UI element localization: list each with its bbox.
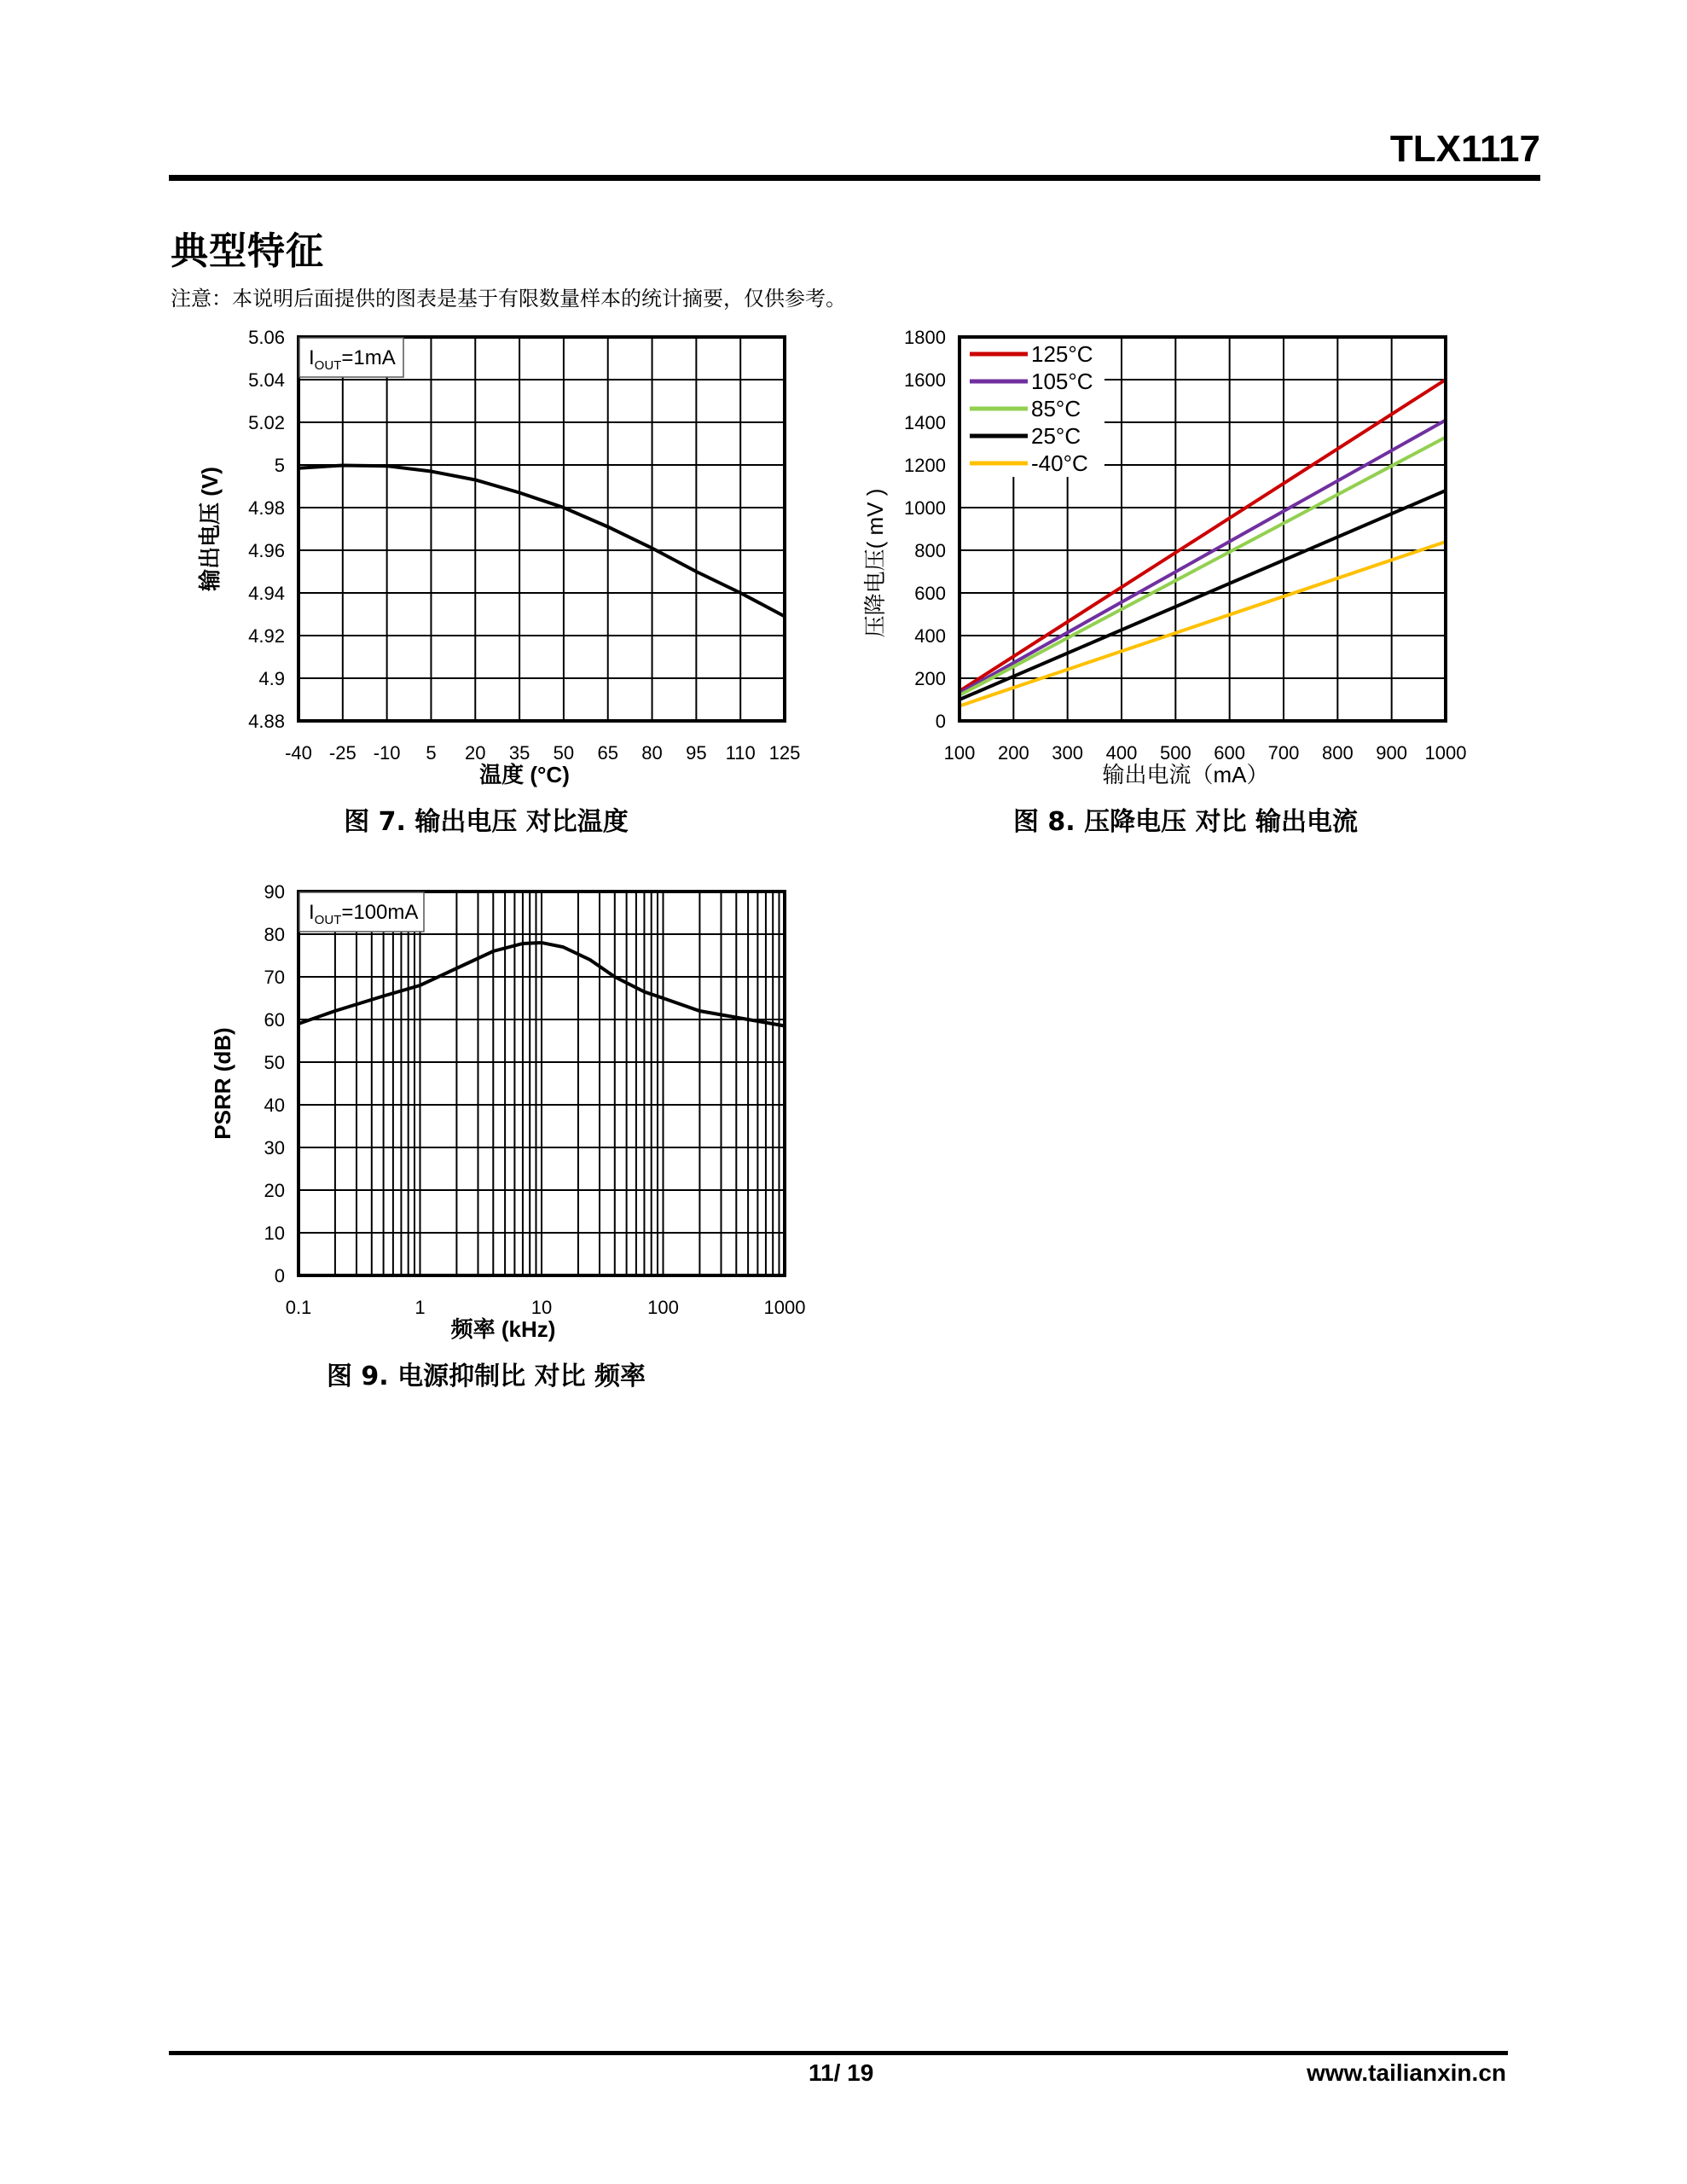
y-axis-label: 压降电压( mV ): [862, 488, 888, 638]
x-tick-label: 50: [553, 742, 575, 764]
y-tick-label: 800: [914, 540, 946, 561]
y-tick-label: 0: [935, 711, 946, 732]
website-link: www.tailianxin.cn: [1307, 2059, 1506, 2086]
y-tick-label: 5.04: [248, 369, 285, 391]
x-tick-label: 65: [597, 742, 618, 764]
x-tick-label: 95: [686, 742, 707, 764]
part-number-header: TLX1117: [1389, 128, 1540, 170]
disclaimer-note: 注意：本说明后面提供的图表是基于有限数量样本的统计摘要，仅供参考。: [171, 287, 846, 311]
y-tick-label: 4.9: [258, 668, 285, 689]
chart-psrr-vs-frequency: [188, 879, 836, 1356]
figure-7-caption: 图 7. 输出电压 对比温度: [344, 807, 629, 837]
x-tick-label: 5: [426, 742, 437, 764]
y-axis-label: 输出电压 (V): [197, 467, 223, 591]
y-tick-label: 4.94: [248, 583, 285, 604]
y-tick-label: 4.98: [248, 497, 285, 519]
x-tick-label: -25: [328, 742, 357, 764]
x-tick-label: 700: [1267, 742, 1300, 764]
y-tick-label: 1200: [904, 455, 946, 476]
y-tick-label: 4.92: [248, 625, 285, 647]
legend-label: 105°C: [1031, 369, 1093, 394]
figure-8-caption: 图 8. 压降电压 对比 输出电流: [1012, 807, 1359, 837]
y-tick-label: 50: [264, 1052, 285, 1073]
y-tick-label: 1000: [904, 497, 946, 519]
x-tick-label: 100: [943, 742, 976, 764]
y-tick-label: 1600: [904, 369, 946, 391]
y-tick-label: 1800: [904, 327, 946, 348]
legend-label: 25°C: [1031, 423, 1081, 449]
x-axis-label: 频率 (kHz): [450, 1316, 556, 1342]
y-tick-label: 400: [914, 625, 946, 647]
y-tick-label: 0: [274, 1265, 285, 1287]
x-tick-label: 1: [415, 1297, 426, 1318]
annotation-iout: $I_{OUT}=1mA$: [309, 346, 396, 373]
x-tick-label: 80: [641, 742, 663, 764]
x-tick-label: 600: [1214, 742, 1246, 764]
x-tick-label: 200: [997, 742, 1029, 764]
x-tick-label: 125: [768, 742, 801, 764]
y-tick-label: 600: [914, 583, 946, 604]
x-tick-label: -40: [285, 742, 312, 764]
page-number: 11/ 19: [809, 2059, 874, 2086]
chart-output-voltage-vs-temperature: [188, 324, 836, 802]
x-tick-label: 10: [530, 1297, 553, 1318]
header-rule: [169, 175, 1540, 181]
footer-rule: [169, 2051, 1508, 2055]
x-tick-label: 110: [725, 742, 756, 764]
y-tick-label: 30: [264, 1137, 285, 1159]
y-tick-label: 40: [264, 1095, 285, 1116]
y-tick-label: 70: [264, 967, 285, 988]
x-tick-label: 1000: [763, 1297, 806, 1318]
y-tick-label: 60: [264, 1009, 285, 1031]
x-tick-label: 400: [1105, 742, 1138, 764]
legend-label: -40°C: [1031, 450, 1088, 476]
y-tick-label: 4.96: [248, 540, 285, 561]
x-axis-label: 输出电流（mA）: [1102, 762, 1269, 787]
x-tick-label: 1000: [1424, 742, 1467, 764]
y-tick-label: 1400: [904, 412, 946, 433]
y-axis-label: PSRR (dB): [210, 1027, 235, 1140]
x-tick-label: 900: [1376, 742, 1408, 764]
x-tick-label: 300: [1052, 742, 1084, 764]
figure-9-caption: 图 9. 电源抑制比 对比 频率: [326, 1362, 646, 1391]
x-tick-label: 800: [1321, 742, 1354, 764]
y-tick-label: 200: [914, 668, 946, 689]
y-tick-label: 20: [264, 1180, 285, 1201]
section-title: 典型特征: [171, 229, 324, 273]
series-line: [959, 491, 1446, 700]
x-tick-label: 500: [1159, 742, 1191, 764]
x-tick-label: 100: [647, 1297, 679, 1318]
x-tick-label: 0.1: [285, 1297, 312, 1318]
chart-dropout-voltage-vs-output-current: [861, 324, 1510, 802]
y-tick-label: 10: [264, 1223, 285, 1244]
x-tick-label: 20: [465, 742, 486, 764]
y-tick-label: 5.06: [248, 327, 285, 348]
y-tick-label: 5.02: [248, 412, 285, 433]
x-tick-label: 35: [508, 742, 530, 764]
legend-label: 85°C: [1031, 396, 1081, 421]
x-axis-label: 温度 (°C): [479, 762, 570, 787]
y-tick-label: 90: [264, 881, 285, 903]
y-tick-label: 80: [264, 924, 285, 945]
y-tick-label: 4.88: [248, 711, 285, 732]
legend-label: 125°C: [1031, 341, 1093, 367]
annotation-iout: $I_{OUT}=100mA$: [309, 901, 419, 927]
plot-frame: [299, 337, 785, 721]
x-tick-label: -10: [373, 742, 401, 764]
y-tick-label: 5: [274, 455, 285, 476]
